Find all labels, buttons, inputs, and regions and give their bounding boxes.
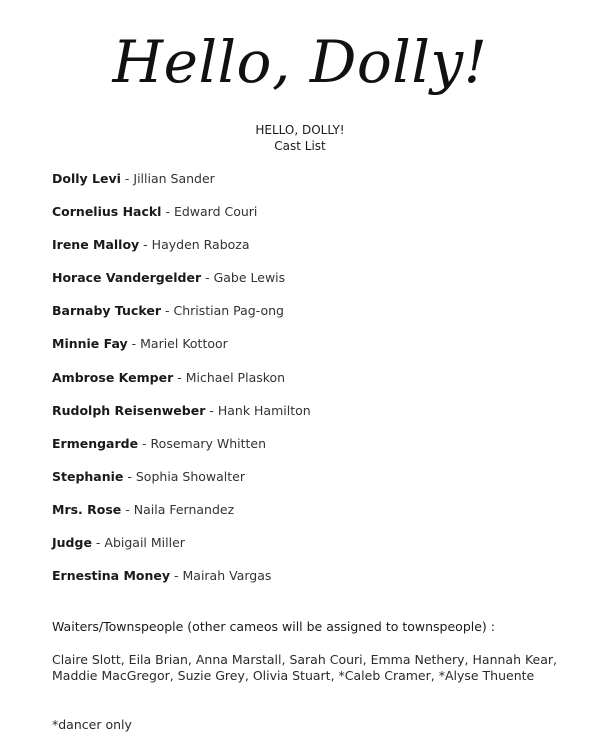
cast-entry <box>52 501 572 534</box>
actor-name: Hayden Raboza <box>151 237 250 253</box>
actor-name: Hank Hamilton <box>217 402 311 418</box>
cast-entry <box>52 236 572 269</box>
separator: - <box>173 369 186 385</box>
cast-entry <box>52 402 572 435</box>
role-name: Minnie Fay <box>52 336 128 352</box>
actor-name: Michael Plaskon <box>185 369 286 385</box>
footnote: *dancer only <box>52 717 132 732</box>
role-name: Ambrose Kemper <box>52 369 174 385</box>
actor-name: Sophia Showalter <box>135 468 246 484</box>
separator: - <box>91 535 105 551</box>
cast-entry <box>52 335 572 368</box>
cast-entry <box>52 468 572 501</box>
show-name: HELLO, DOLLY! <box>255 123 345 137</box>
actor-name: Mariel Kottoor <box>140 336 228 352</box>
role-name: Cornelius Hackl <box>52 204 162 220</box>
role-name: Judge <box>52 535 92 551</box>
actor-name: Gabe Lewis <box>213 270 286 286</box>
separator: - <box>139 237 152 253</box>
separator: - <box>120 171 134 186</box>
separator: - <box>123 468 136 484</box>
separator: - <box>138 435 151 451</box>
actor-name: Christian Pag-ong <box>173 303 284 319</box>
cast-entry <box>52 435 572 468</box>
role-name: Ernestina Money <box>52 568 171 584</box>
cast-list <box>52 170 572 600</box>
role-name: Rudolph Reisenweber <box>52 402 206 418</box>
role-name: Dolly Levi <box>52 171 121 186</box>
ensemble-heading: Waiters/Townspeople (other cameos will be assigned to townspeople) : <box>52 619 495 634</box>
separator: - <box>161 303 174 319</box>
actor-name: Naila Fernandez <box>133 501 235 517</box>
actor-name: Edward Couri <box>173 204 258 220</box>
cast-entry <box>52 203 572 236</box>
separator: - <box>201 270 214 286</box>
actor-name: Jillian Sander <box>133 171 215 186</box>
separator: - <box>205 402 218 418</box>
cast-entry <box>52 170 572 203</box>
cast-list-label: Cast List <box>274 139 326 153</box>
actor-name: Mairah Vargas <box>182 568 272 584</box>
role-name: Horace Vandergelder <box>52 270 202 286</box>
ensemble-names: Claire Slott, Eila Brian, Anna Marstall, Sarah Couri, Emma Nethery, Hannah Kear, Maddie MacGregor, Suzie Grey, Olivia Stuart, *Caleb Cramer, *Alyse Thuente <box>52 652 558 683</box>
cast-entry <box>52 534 572 567</box>
cast-entry <box>52 369 572 402</box>
separator: - <box>121 501 134 517</box>
role-name: Barnaby Tucker <box>52 303 161 319</box>
role-name: Stephanie <box>52 468 124 484</box>
cast-entry <box>52 302 572 335</box>
actor-name: Abigail Miller <box>104 535 185 551</box>
actor-name: Rosemary Whitten <box>150 435 267 451</box>
separator: - <box>161 204 174 220</box>
role-name: Irene Malloy <box>52 237 140 253</box>
separator: - <box>127 336 141 352</box>
cast-entry <box>52 269 572 302</box>
role-name: Ermengarde <box>52 435 139 451</box>
page-title: Hello, Dolly! <box>112 28 488 96</box>
separator: - <box>170 568 183 584</box>
role-name: Mrs. Rose <box>52 501 122 517</box>
cast-entry <box>52 567 572 600</box>
subheading <box>0 122 600 154</box>
